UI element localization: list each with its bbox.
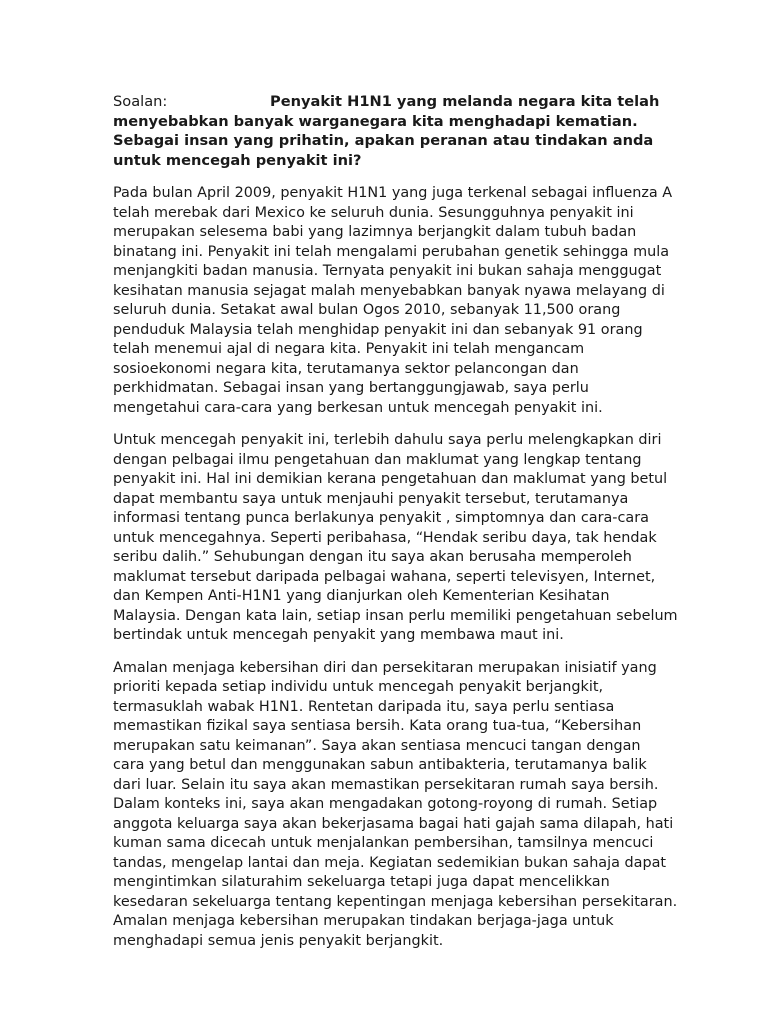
text-line: tandas, mengelap lantai dan meja. Kegiatan sedemikian bukan sahaja dapat [113, 854, 667, 871]
text-line: Pada bulan April 2009, penyakit H1N1 yang juga terkenal sebagai influenza A [113, 185, 673, 201]
question-block [113, 92, 673, 170]
text-line: bertindak untuk mencegah penyakit yang membawa maut ini. [113, 627, 564, 643]
question-line: menyebabkan banyak warganegara kita menghadapi kematian. [113, 112, 638, 130]
text-line: kesihatan manusia sejagat malah menyebabkan banyak nyawa melayang di [113, 282, 665, 299]
text-line: kesedaran sekeluarga tentang kepentingan menjaga kebersihan persekitaran. [113, 893, 678, 910]
text-line: maklumat tersebut daripada pelbagai wahana, seperti televisyen, Internet, [113, 568, 656, 585]
text-line: menjangkiti badan manusia. Ternyata penyakit ini bukan sahaja menggugat [113, 263, 662, 279]
text-line: kuman sama dicecah untuk menjalankan pembersihan, tamsilnya mencuci [113, 835, 654, 851]
text-line: cara yang betul dan menggunakan sabun antibakteria, terutamanya balik [113, 757, 647, 773]
text-line: seluruh dunia. Setakat awal bulan Ogos 2010, sebanyak 11,500 orang [113, 302, 621, 318]
text-line: merupakan selesema babi yang lazimnya berjangkit dalam tubuh badan [113, 224, 637, 240]
text-line: telah merebak dari Mexico ke seluruh dunia. Sesungguhnya penyakit ini [113, 204, 634, 221]
text-line: Amalan menjaga kebersihan merupakan tindakan berjaga-jaga untuk [113, 913, 614, 929]
text-line: dapat membantu saya untuk menjauhi penyakit tersebut, terutamanya [113, 490, 629, 507]
text-line: mengintimkan silaturahim sekeluarga tetapi juga dapat mencelikkan [113, 874, 610, 890]
text-line: dan Kempen Anti-H1N1 yang dianjurkan oleh Kementerian Kesihatan [113, 588, 610, 604]
text-line: termasuklah wabak H1N1. Rentetan daripada itu, saya perlu sentiasa [113, 698, 615, 715]
text-line: sosioekonomi negara kita, terutamanya sektor pelancongan dan [113, 360, 579, 377]
text-line: binatang ini. Penyakit ini telah mengalami perubahan genetik sehingga mula [113, 243, 670, 260]
text-line: informasi tentang punca berlakunya penyakit , simptomnya dan cara-cara [113, 510, 649, 526]
paragraph-1 [113, 184, 673, 418]
question-line: Sebagai insan yang prihatin, apakan peranan atau tindakan anda [113, 132, 654, 149]
question-line: untuk mencegah penyakit ini? [113, 151, 362, 169]
text-line: dengan pelbagai ilmu pengetahuan dan maklumat yang lengkap tentang [113, 451, 642, 468]
document-page [113, 92, 678, 964]
text-line: memastikan fizikal saya sentiasa bersih. Kata orang tua-tua, “Kebersihan [113, 718, 642, 734]
text-line: perkhidmatan. Sebagai insan yang bertanggungjawab, saya perlu [113, 380, 589, 396]
text-line: Dalam konteks ini, saya akan mengadakan gotong-royong di rumah. Setiap [113, 796, 658, 812]
text-line: prioriti kepada setiap individu untuk mencegah penyakit berjangkit, [113, 679, 604, 695]
text-line: penduduk Malaysia telah menghidap penyakit ini dan sebanyak 91 orang [113, 321, 643, 338]
text-line: anggota keluarga saya akan bekerjasama bagai hati gajah sama dilapah, hati [113, 815, 674, 832]
text-line: telah menemui ajal di negara kita. Penyakit ini telah mengancam [113, 341, 585, 357]
text-line: menghadapi semua jenis penyakit berjangkit. [113, 932, 444, 949]
paragraph-3 [113, 659, 678, 952]
text-line: Untuk mencegah penyakit ini, terlebih dahulu saya perlu melengkapkan diri [113, 432, 662, 448]
text-line: seribu dalih.” Sehubungan dengan itu saya akan berusaha memperoleh [113, 549, 632, 565]
text-line: mengetahui cara-cara yang berkesan untuk mencegah penyakit ini. [113, 399, 603, 416]
text-line: dari luar. Selain itu saya akan memastikan persekitaran rumah saya bersih. [113, 776, 659, 793]
paragraph-2 [113, 431, 678, 646]
text-line: Malaysia. Dengan kata lain, setiap insan perlu memiliki pengetahuan sebelum [113, 607, 678, 624]
text-line: merupakan satu keimanan”. Saya akan sentiasa mencuci tangan dengan [113, 737, 641, 754]
question-label: Soalan: [113, 93, 168, 110]
text-line: Amalan menjaga kebersihan diri dan persekitaran merupakan inisiatif yang [113, 659, 657, 676]
question-line: Penyakit H1N1 yang melanda negara kita telah [270, 93, 660, 110]
text-line: untuk mencegahnya. Seperti peribahasa, “Hendak seribu daya, tak hendak [113, 529, 657, 546]
text-line: penyakit ini. Hal ini demikian kerana pengetahuan dan maklumat yang betul [113, 471, 668, 487]
